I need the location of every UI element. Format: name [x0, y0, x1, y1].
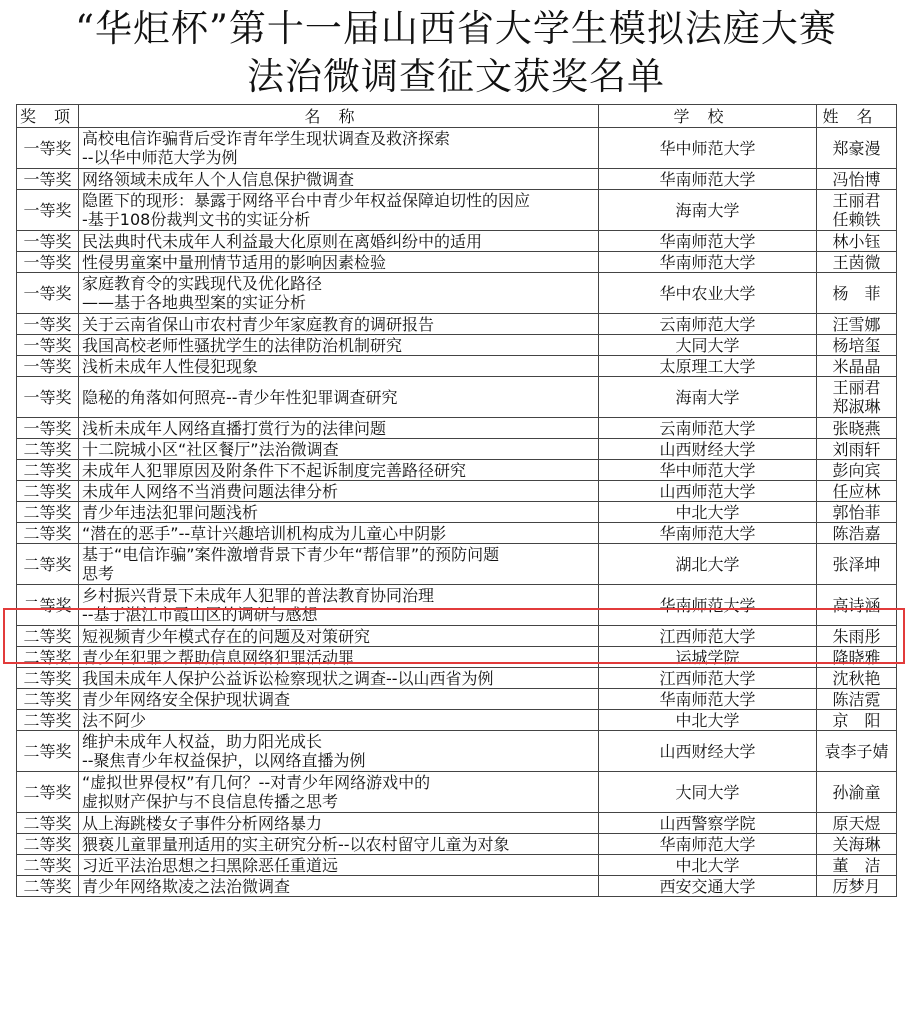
- table-row: [17, 418, 897, 439]
- topic-line: --基于湛江市霞山区的调研与感想: [82, 605, 318, 624]
- author-line: 郑豪漫: [832, 138, 881, 158]
- topic-line: 青少年网络欺凌之法治微调查: [82, 876, 291, 896]
- author-name: [817, 502, 897, 523]
- topic-title: [79, 876, 599, 897]
- school-name: 中北大学: [599, 710, 817, 731]
- school-name: 云南师范大学: [599, 418, 817, 439]
- topic-title: [79, 772, 599, 813]
- school-name: 华中农业大学: [599, 273, 817, 314]
- document-title: [16, 6, 896, 104]
- table-row: [17, 689, 897, 710]
- author-name: [817, 834, 897, 855]
- author-name: [817, 314, 897, 335]
- table-row: [17, 314, 897, 335]
- topic-title: [79, 585, 599, 626]
- table-row: [17, 855, 897, 876]
- award-level: 二等奖: [17, 731, 79, 772]
- award-level: 二等奖: [17, 855, 79, 876]
- school-name: 山西财经大学: [599, 439, 817, 460]
- author-line: 原天煜: [832, 813, 881, 833]
- author-line: 王茵微: [832, 252, 881, 272]
- author-name: [817, 190, 897, 231]
- author-line: 陈洁霓: [832, 689, 881, 709]
- topic-title: [79, 834, 599, 855]
- author-line: 张泽坤: [832, 554, 881, 574]
- topic-line: 乡村振兴背景下未成年人犯罪的普法教育协同治理: [82, 586, 435, 605]
- topic-title: [79, 169, 599, 190]
- author-line: 厉梦月: [832, 876, 881, 896]
- topic-title: [79, 128, 599, 169]
- author-line: 任应林: [832, 481, 881, 501]
- topic-title: [79, 439, 599, 460]
- author-name: [817, 689, 897, 710]
- topic-line: 基于“电信诈骗”案件激增背景下青少年“帮信罪”的预防问题: [82, 545, 500, 564]
- author-line: 刘雨轩: [832, 439, 881, 459]
- author-name: [817, 876, 897, 897]
- author-line: 关海琳: [832, 834, 881, 854]
- topic-title: [79, 190, 599, 231]
- author-line: 朱雨彤: [832, 626, 881, 646]
- author-name: [817, 523, 897, 544]
- author-name: [817, 626, 897, 647]
- topic-line: 猥亵儿童罪量刑适用的实主研究分析--以农村留守儿童为对象: [82, 834, 510, 854]
- topic-line: 未成年人犯罪原因及附条件下不起诉制度完善路径研究: [82, 460, 467, 480]
- topic-line: “虚拟世界侵权”有几何？--对青少年网络游戏中的: [82, 773, 431, 792]
- author-line: 汪雪娜: [832, 314, 881, 334]
- table-row: [17, 544, 897, 585]
- school-name: 华中师范大学: [599, 128, 817, 169]
- author-name: [817, 460, 897, 481]
- author-line: 王丽君: [832, 191, 881, 210]
- table-row: [17, 252, 897, 273]
- award-level: 二等奖: [17, 544, 79, 585]
- topic-line: 虚拟财产保护与不良信息传播之思考: [82, 792, 339, 811]
- school-name: 华南师范大学: [599, 585, 817, 626]
- author-name: [817, 418, 897, 439]
- header-author: 姓名: [817, 105, 897, 128]
- topic-line: 未成年人网络不当消费问题法律分析: [82, 481, 339, 501]
- school-name: 华南师范大学: [599, 834, 817, 855]
- school-name: 西安交通大学: [599, 876, 817, 897]
- topic-title: [79, 418, 599, 439]
- topic-line: 浅析未成年人性侵犯现象: [82, 356, 259, 376]
- author-name: [817, 273, 897, 314]
- table-row: [17, 585, 897, 626]
- author-line: 袁李子婧: [824, 741, 889, 761]
- author-line: 冯怡博: [832, 169, 881, 189]
- school-name: 华南师范大学: [599, 231, 817, 252]
- author-line: 沈秋艳: [832, 668, 881, 688]
- author-name: [817, 585, 897, 626]
- topic-title: [79, 273, 599, 314]
- topic-line: 民法典时代未成年人利益最大化原则在离婚纠纷中的适用: [82, 231, 483, 251]
- topic-line: 网络领域未成年人个人信息保护微调查: [82, 169, 355, 189]
- author-line: 降晓雅: [832, 647, 881, 667]
- topic-line: 性侵男童案中量刑情节适用的影响因素检验: [82, 252, 387, 272]
- topic-title: [79, 252, 599, 273]
- award-list-document: [16, 6, 896, 897]
- school-name: 太原理工大学: [599, 356, 817, 377]
- title-line-1: “华炬杯”第十一届山西省大学生模拟法庭大赛: [75, 7, 837, 50]
- header-award: 奖项: [17, 105, 79, 128]
- award-level: 二等奖: [17, 668, 79, 689]
- author-name: [817, 439, 897, 460]
- table-row: [17, 772, 897, 813]
- table-row: [17, 128, 897, 169]
- table-row: [17, 834, 897, 855]
- school-name: 山西警察学院: [599, 813, 817, 834]
- award-level: 一等奖: [17, 314, 79, 335]
- author-name: [817, 710, 897, 731]
- topic-line: 高校电信诈骗背后受诈青年学生现状调查及救济探索: [82, 129, 451, 148]
- table-row: [17, 710, 897, 731]
- table-row: [17, 731, 897, 772]
- author-name: [817, 731, 897, 772]
- topic-title: [79, 710, 599, 731]
- author-name: [817, 855, 897, 876]
- author-name: [817, 231, 897, 252]
- author-name: [817, 252, 897, 273]
- topic-line: --聚焦青少年权益保护，以网络直播为例: [82, 751, 366, 770]
- table-row: [17, 335, 897, 356]
- topic-line: 从上海跳楼女子事件分析网络暴力: [82, 813, 323, 833]
- school-name: 华南师范大学: [599, 169, 817, 190]
- award-table: [16, 104, 897, 897]
- author-name: [817, 668, 897, 689]
- table-row: [17, 523, 897, 544]
- topic-title: [79, 523, 599, 544]
- author-name: [817, 128, 897, 169]
- award-level: 一等奖: [17, 128, 79, 169]
- topic-title: [79, 689, 599, 710]
- school-name: 运城学院: [599, 647, 817, 668]
- author-name: [817, 169, 897, 190]
- topic-title: [79, 335, 599, 356]
- topic-title: [79, 231, 599, 252]
- school-name: 海南大学: [599, 190, 817, 231]
- topic-line: 我国高校老师性骚扰学生的法律防治机制研究: [82, 335, 403, 355]
- author-line: 京 阳: [832, 710, 881, 730]
- topic-title: [79, 647, 599, 668]
- award-level: 二等奖: [17, 689, 79, 710]
- table-row: [17, 377, 897, 418]
- title-line-2: 法治微调查征文获奖名单: [247, 55, 665, 98]
- topic-line: 隐秘的角落如何照亮--青少年性犯罪调查研究: [82, 387, 398, 407]
- author-line: 高诗涵: [832, 595, 881, 615]
- topic-line: 维护未成年人权益，助力阳光成长: [82, 732, 323, 751]
- author-line: 王丽君: [832, 378, 881, 397]
- school-name: 华中师范大学: [599, 460, 817, 481]
- table-row: [17, 626, 897, 647]
- school-name: 中北大学: [599, 855, 817, 876]
- award-level: 二等奖: [17, 481, 79, 502]
- topic-line: “潜在的恶手”--草计兴趣培训机构成为儿童心中阴影: [82, 523, 447, 543]
- school-name: 大同大学: [599, 772, 817, 813]
- award-level: 一等奖: [17, 356, 79, 377]
- topic-line: 青少年违法犯罪问题浅析: [82, 502, 259, 522]
- award-level: 二等奖: [17, 502, 79, 523]
- school-name: 中北大学: [599, 502, 817, 523]
- table-row: [17, 502, 897, 523]
- topic-line: 青少年犯罪之帮助信息网络犯罪活动罪: [82, 647, 355, 667]
- table-row: [17, 231, 897, 252]
- topic-line: -基于108份裁判文书的实证分析: [82, 210, 311, 229]
- header-topic: 名称: [79, 105, 599, 128]
- topic-title: [79, 668, 599, 689]
- school-name: 华南师范大学: [599, 689, 817, 710]
- award-level: 一等奖: [17, 377, 79, 418]
- topic-title: [79, 481, 599, 502]
- topic-title: [79, 502, 599, 523]
- topic-line: 浅析未成年人网络直播打赏行为的法律问题: [82, 418, 387, 438]
- topic-line: 家庭教育令的实践现代及优化路径: [82, 274, 323, 293]
- table-row: [17, 460, 897, 481]
- author-name: [817, 772, 897, 813]
- award-level: 一等奖: [17, 169, 79, 190]
- table-row: [17, 273, 897, 314]
- school-name: 海南大学: [599, 377, 817, 418]
- author-name: [817, 356, 897, 377]
- author-line: 杨培玺: [832, 335, 881, 355]
- topic-title: [79, 731, 599, 772]
- award-level: 一等奖: [17, 190, 79, 231]
- table-row: [17, 169, 897, 190]
- topic-title: [79, 855, 599, 876]
- table-row: [17, 813, 897, 834]
- school-name: 山西师范大学: [599, 481, 817, 502]
- award-level: 一等奖: [17, 418, 79, 439]
- table-body: [17, 128, 897, 897]
- award-level: 二等奖: [17, 626, 79, 647]
- school-name: 华南师范大学: [599, 252, 817, 273]
- award-level: 一等奖: [17, 335, 79, 356]
- author-line: 张晓燕: [832, 418, 881, 438]
- topic-line: 习近平法治思想之扫黑除恶任重道远: [82, 855, 339, 875]
- school-name: 大同大学: [599, 335, 817, 356]
- author-line: 郭怡菲: [832, 502, 881, 522]
- topic-line: 我国未成年人保护公益诉讼检察现状之调查--以山西省为例: [82, 668, 494, 688]
- table-row: [17, 190, 897, 231]
- topic-line: --以华中师范大学为例: [82, 148, 238, 167]
- topic-title: [79, 356, 599, 377]
- award-level: 二等奖: [17, 439, 79, 460]
- author-name: [817, 647, 897, 668]
- school-name: 山西财经大学: [599, 731, 817, 772]
- topic-line: 短视频青少年模式存在的问题及对策研究: [82, 626, 371, 646]
- table-row: [17, 668, 897, 689]
- author-line: 任赖铁: [832, 210, 881, 229]
- author-line: 孙渝童: [832, 782, 881, 802]
- author-name: [817, 377, 897, 418]
- header-school: 学校: [599, 105, 817, 128]
- author-line: 彭向宾: [832, 460, 881, 480]
- topic-title: [79, 813, 599, 834]
- table-row: [17, 356, 897, 377]
- award-level: 二等奖: [17, 834, 79, 855]
- award-level: 二等奖: [17, 647, 79, 668]
- author-name: [817, 335, 897, 356]
- table-row: [17, 647, 897, 668]
- author-name: [817, 481, 897, 502]
- table-row: [17, 876, 897, 897]
- award-level: 二等奖: [17, 523, 79, 544]
- topic-title: [79, 626, 599, 647]
- topic-line: 隐匿下的现形：暴露于网络平台中青少年权益保障迫切性的因应: [82, 191, 531, 210]
- topic-line: ——基于各地典型案的实证分析: [82, 293, 307, 312]
- author-line: 陈浩嘉: [832, 523, 881, 543]
- award-level: 二等奖: [17, 710, 79, 731]
- topic-title: [79, 314, 599, 335]
- author-line: 郑淑琳: [832, 397, 881, 416]
- award-level: 一等奖: [17, 252, 79, 273]
- award-level: 二等奖: [17, 772, 79, 813]
- award-level: 一等奖: [17, 273, 79, 314]
- school-name: 江西师范大学: [599, 626, 817, 647]
- author-name: [817, 544, 897, 585]
- topic-line: 思考: [82, 564, 115, 583]
- award-level: 二等奖: [17, 813, 79, 834]
- topic-line: 法不阿少: [82, 710, 147, 730]
- award-level: 一等奖: [17, 231, 79, 252]
- topic-line: 青少年网络安全保护现状调查: [82, 689, 291, 709]
- topic-title: [79, 377, 599, 418]
- school-name: 云南师范大学: [599, 314, 817, 335]
- award-level: 二等奖: [17, 876, 79, 897]
- author-line: 杨 菲: [832, 283, 881, 303]
- table-row: [17, 439, 897, 460]
- topic-line: 关于云南省保山市农村青少年家庭教育的调研报告: [82, 314, 435, 334]
- author-line: 林小钰: [832, 231, 881, 251]
- school-name: 华南师范大学: [599, 523, 817, 544]
- award-level: 二等奖: [17, 585, 79, 626]
- table-header-row: [17, 105, 897, 128]
- school-name: 江西师范大学: [599, 668, 817, 689]
- topic-title: [79, 460, 599, 481]
- author-line: 米晶晶: [832, 356, 881, 376]
- author-name: [817, 813, 897, 834]
- school-name: 湖北大学: [599, 544, 817, 585]
- award-level: 二等奖: [17, 460, 79, 481]
- topic-line: 十二院城小区“社区餐厅”法治微调查: [82, 439, 339, 459]
- author-line: 董 洁: [832, 855, 881, 875]
- table-row: [17, 481, 897, 502]
- topic-title: [79, 544, 599, 585]
